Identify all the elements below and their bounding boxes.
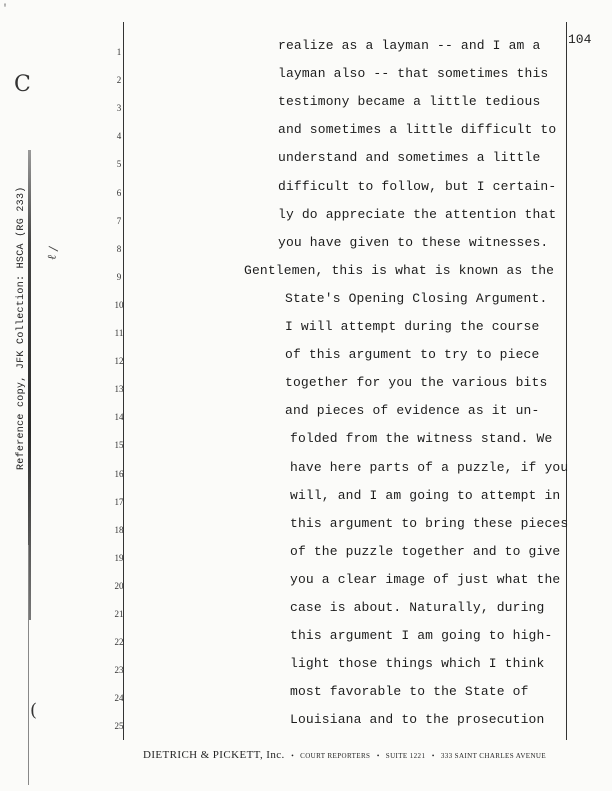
line-number: 11 bbox=[114, 328, 124, 338]
line-number: 17 bbox=[114, 496, 124, 507]
transcript-line: layman also -- that sometimes this bbox=[278, 66, 549, 82]
punch-hole-mark: C bbox=[14, 72, 31, 97]
transcript-line: of this argument to try to piece bbox=[285, 347, 540, 363]
transcript-line: difficult to follow, but I certain- bbox=[278, 178, 557, 194]
transcript-right-rule bbox=[566, 22, 567, 740]
footer-suite: SUITE 1221 bbox=[385, 752, 426, 760]
transcript-line: this argument to bring these pieces bbox=[290, 515, 569, 531]
transcript-line: understand and sometimes a little bbox=[278, 150, 541, 166]
handwritten-scribble: ℓ / bbox=[44, 245, 61, 262]
line-number: 6 bbox=[116, 187, 122, 198]
transcript-line: Gentlemen, this is what is known as the bbox=[244, 262, 555, 278]
transcript-line: have here parts of a puzzle, if you bbox=[290, 459, 569, 475]
transcript-line: case is about. Naturally, during bbox=[290, 600, 545, 615]
footer-separator: • bbox=[291, 752, 294, 760]
transcript-line: realize as a layman -- and I am a bbox=[278, 38, 541, 53]
footer bbox=[143, 749, 546, 761]
transcript-line: you a clear image of just what the bbox=[290, 571, 561, 587]
transcript-line: I will attempt during the course bbox=[285, 319, 540, 334]
transcript-left-rule bbox=[123, 22, 124, 740]
line-number: 12 bbox=[114, 356, 124, 367]
line-number: 2 bbox=[116, 75, 122, 86]
punch-hole-mark-lower: ( bbox=[30, 700, 38, 721]
line-number: 16 bbox=[114, 468, 124, 479]
line-number: 23 bbox=[114, 665, 124, 676]
line-number: 7 bbox=[116, 215, 122, 226]
line-number: 21 bbox=[114, 609, 124, 619]
transcript-line: and sometimes a little difficult to bbox=[278, 122, 557, 138]
line-number: 19 bbox=[114, 552, 124, 563]
transcript-line: ly do appreciate the attention that bbox=[278, 206, 557, 222]
transcript-line: State's Opening Closing Argument. bbox=[285, 290, 548, 306]
transcript-line: light those things which I think bbox=[290, 656, 545, 672]
line-number: 14 bbox=[114, 412, 124, 423]
line-number: 22 bbox=[114, 637, 124, 648]
footer-separator: • bbox=[431, 752, 435, 760]
line-number: 18 bbox=[114, 524, 124, 535]
line-number: 5 bbox=[116, 159, 122, 170]
corner-mark: ' bbox=[2, 4, 9, 15]
line-number: 24 bbox=[114, 693, 124, 704]
binding-edge-lower bbox=[28, 545, 29, 785]
transcript-line: Louisiana and to the prosecution bbox=[290, 712, 545, 728]
transcript-line: together for you the various bits bbox=[285, 375, 548, 391]
reference-stamp: Reference copy, JFK Collection: HSCA (RG 233) bbox=[16, 186, 27, 470]
page-number: 104 bbox=[568, 32, 592, 47]
line-number: 13 bbox=[114, 384, 124, 395]
transcript-line: this argument I am going to high- bbox=[290, 628, 553, 644]
line-number: 8 bbox=[116, 243, 122, 254]
line-number: 3 bbox=[116, 103, 122, 114]
line-number: 25 bbox=[114, 721, 124, 732]
line-number: 15 bbox=[114, 440, 124, 451]
footer-address: 333 SAINT CHARLES AVENUE bbox=[440, 752, 547, 760]
line-number: 20 bbox=[114, 580, 124, 591]
transcript-line: you have given to these witnesses. bbox=[278, 234, 549, 250]
transcript-line: testimony became a little tedious bbox=[278, 94, 541, 110]
line-number: 4 bbox=[116, 131, 122, 142]
footer-reporters: COURT REPORTERS bbox=[300, 752, 371, 760]
transcript-line: folded from the witness stand. We bbox=[290, 431, 553, 447]
line-number: 1 bbox=[116, 47, 122, 57]
transcript-line: and pieces of evidence as it un- bbox=[285, 403, 540, 419]
line-number: 10 bbox=[114, 299, 124, 310]
footer-firm: DIETRICH & PICKETT, Inc. bbox=[143, 749, 285, 761]
transcript-line: will, and I am going to attempt in bbox=[290, 487, 561, 503]
transcript-line: of the puzzle together and to give bbox=[290, 543, 561, 559]
footer-separator: • bbox=[376, 752, 380, 760]
line-number: 9 bbox=[116, 271, 122, 282]
transcript-line: most favorable to the State of bbox=[290, 684, 529, 700]
